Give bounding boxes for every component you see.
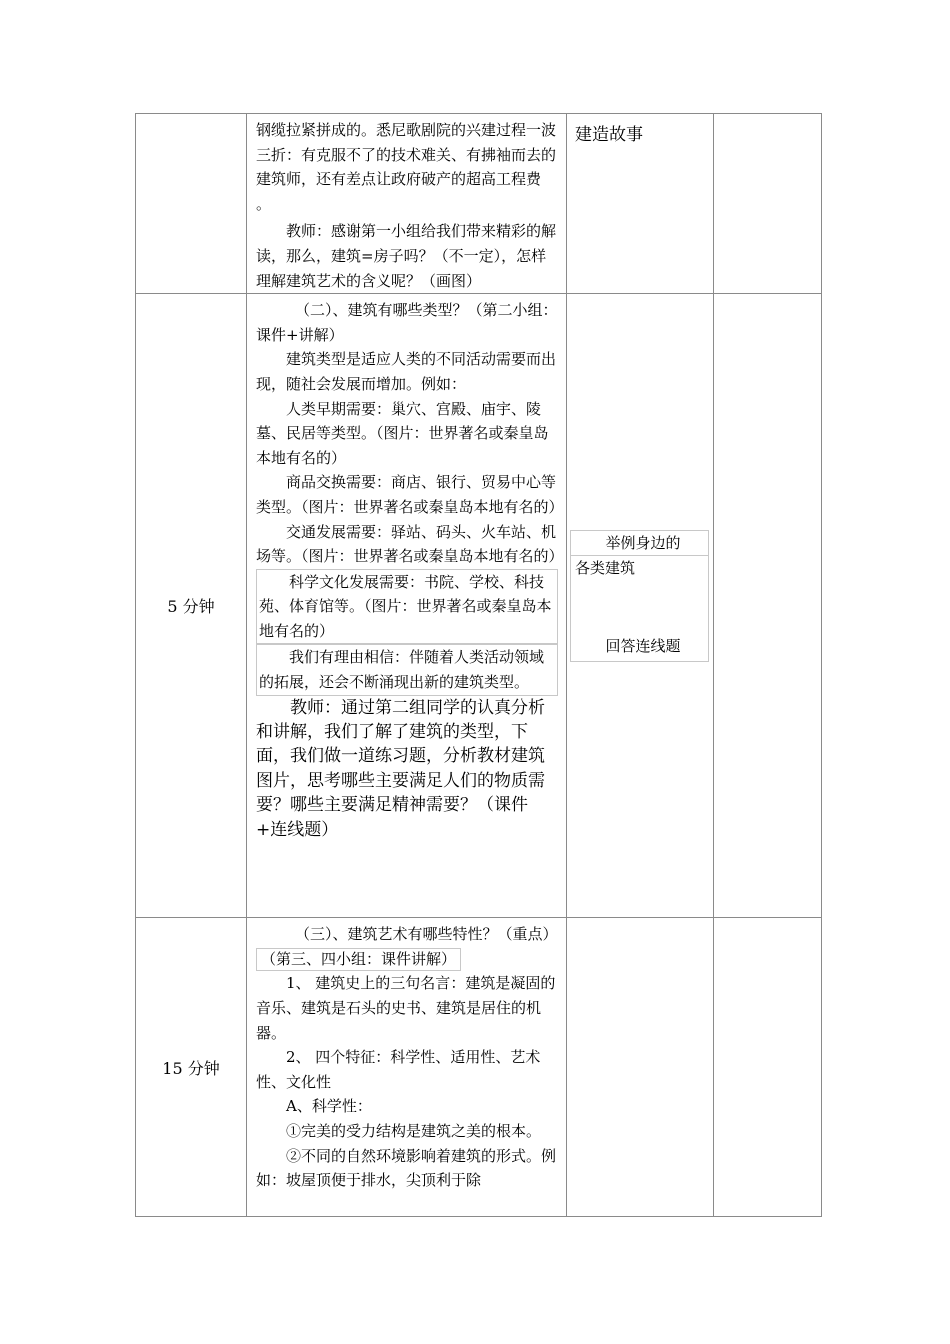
activity-cell [567,114,714,294]
time-cell: 5 分钟 [136,294,247,918]
content-paragraph: 交通发展需要：驿站、码头、火车站、机场等。（图片：世界著名或秦皇岛本地有名的） [256,522,564,566]
content-paragraph: 我们有理由相信：伴随着人类活动领域的拓展，还会不断涌现出新的建筑类型。 [256,644,558,695]
section-heading: （二）、建筑有哪些类型？（第二小组：课件+讲解） [256,301,558,344]
table-row [136,294,822,918]
content-paragraph: 钢缆拉紧拼成的。悉尼歌剧院的兴建过程一波三折：有克服不了的技术难关、有拂袖而去的建筑师，还有差点让政府破产的超高工程费 。 [256,121,557,213]
content-cell [247,294,567,918]
activity-line: 各类建筑 [575,559,636,578]
content-paragraph: 科学文化发展需要：书院、学校、科技苑、体育馆等。（图片：世界著名或秦皇岛本地有名的） [256,569,558,645]
table-row [136,114,822,294]
content-paragraph: 教师：感谢第一小组给我们带来精彩的解读，那么，建筑=房子吗？（不一定），怎样理解建筑艺术的含义呢？（画图） [256,222,557,290]
activity-cell [567,294,714,918]
content-paragraph: 1、 建筑史上的三句名言：建筑是凝固的音乐、建筑是石头的史书、建筑是居住的机器。 [256,974,556,1042]
content-cell [247,114,567,294]
content-cell [247,918,567,1217]
group-label: （第三、四小组：课件讲解） [256,948,461,971]
content-paragraph: ②不同的自然环境影响着建筑的形式。例如：坡屋顶便于排水，尖顶利于除 [256,1146,557,1190]
content-paragraph: 人类早期需要：巢穴、宫殿、庙宇、陵墓、民居等类型。（图片：世界著名或秦皇岛本地有名的） [256,399,549,467]
content-paragraph: 商品交换需要：商店、银行、贸易中心等类型。（图片：世界著名或秦皇岛本地有名的） [256,473,564,516]
heading-text: （三）、建筑艺术有哪些特性？（重点） [295,925,558,944]
content-paragraph: 建筑类型是适应人类的不同活动需要而出现，随社会发展而增加。例如： [256,350,557,393]
note-cell [714,294,822,918]
content-paragraph: ①完美的受力结构是建筑之美的根本。 [286,1121,542,1140]
section-heading [256,922,558,971]
content-paragraph: 2、 四个特征：科学性、适用性、艺术性、文化性 [256,1048,541,1091]
activity-box [570,530,709,662]
lesson-plan-table [135,113,822,1217]
activity-line: 回答连线题 [605,637,681,656]
content-paragraph: A、科学性： [286,1097,372,1116]
note-cell [714,114,822,294]
time-cell: 15 分钟 [136,918,247,1217]
teacher-paragraph: 教师：通过第二组同学的认真分析和讲解，我们了解了建筑的类型，下面，我们做一道练习题，分析教材建筑图片，思考哪些主要满足人们的物质需要？哪些主要满足精神需要？（课件+连线题） [256,697,545,840]
activity-cell [567,918,714,1217]
time-cell [136,114,247,294]
note-cell [714,918,822,1217]
table-row [136,918,822,1217]
activity-line: 举例身边的 [571,531,708,556]
activity-text: 建造故事 [575,125,643,145]
